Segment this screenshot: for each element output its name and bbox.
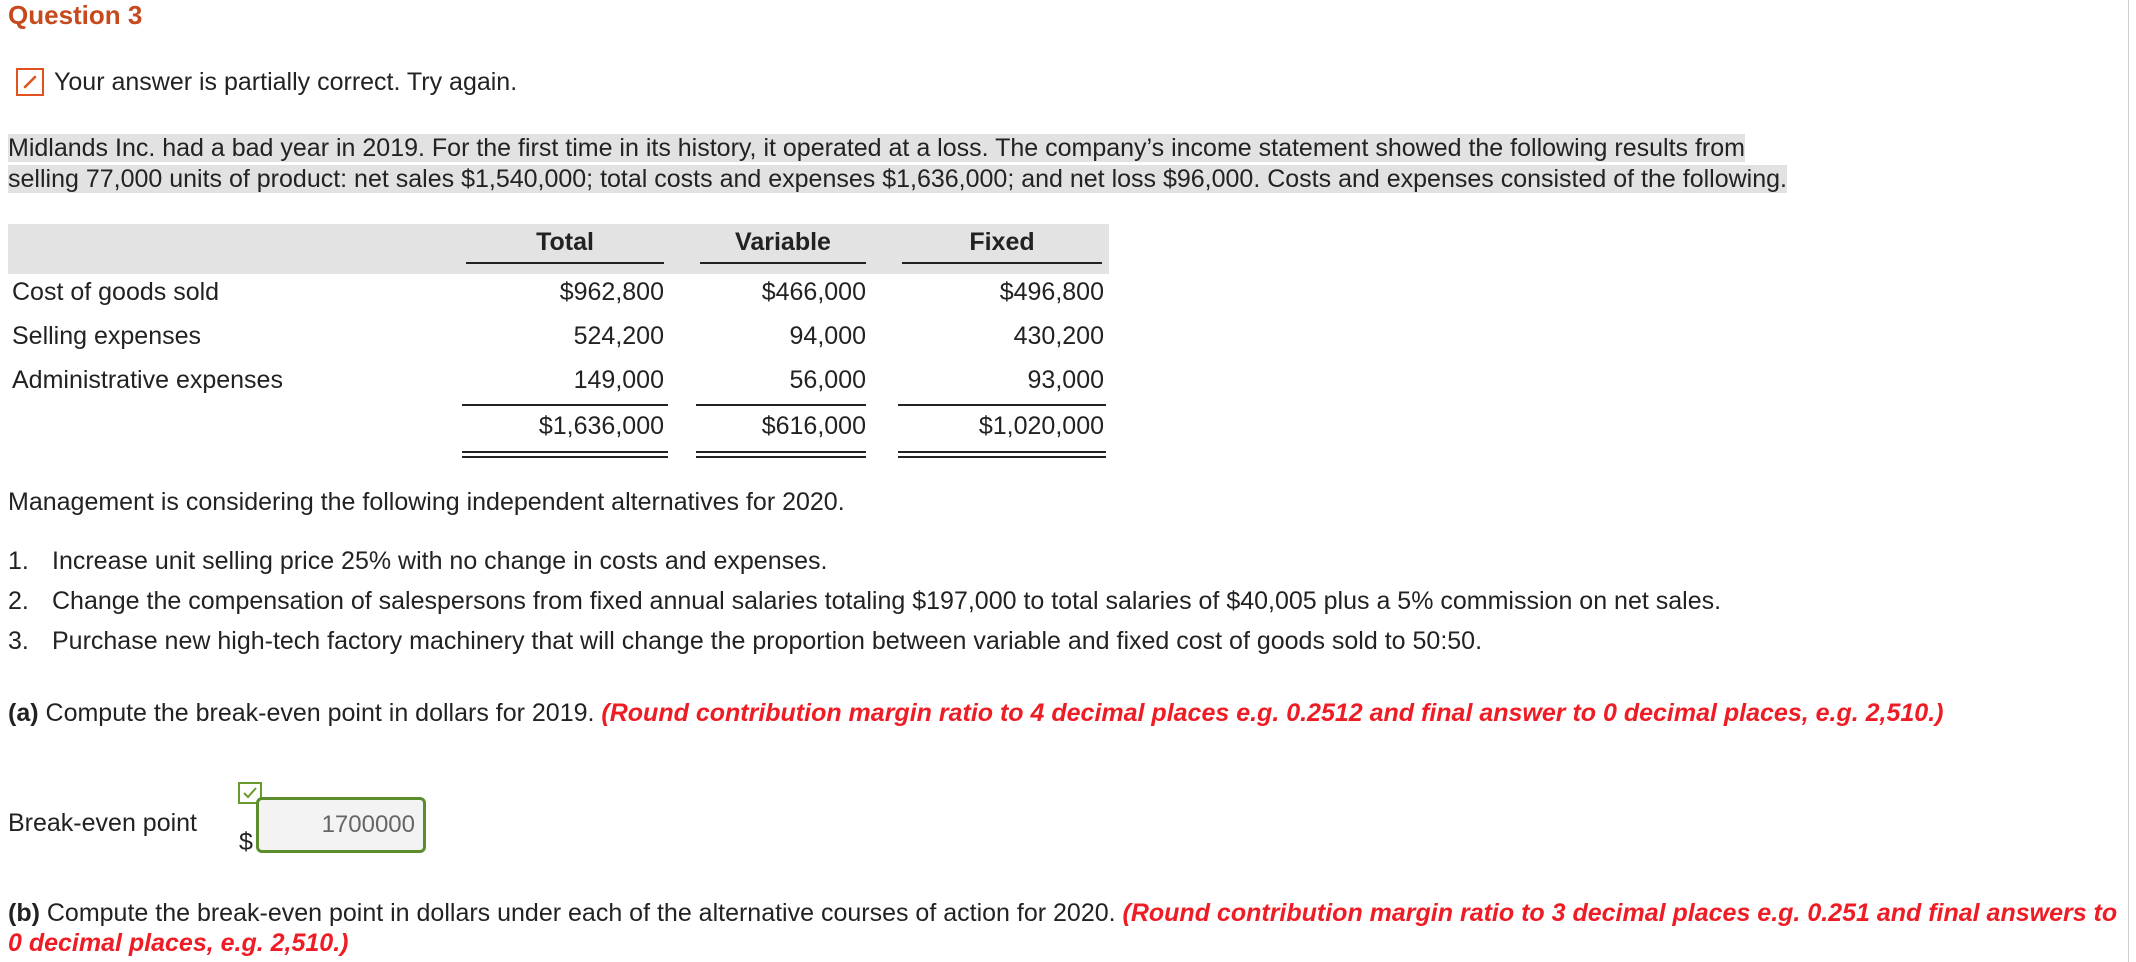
cell-admin-fixed: 93,000 xyxy=(1027,366,1104,394)
cell-admin-total: 149,000 xyxy=(573,366,664,394)
alternative-text: Purchase new high-tech factory machinery that will change the proportion between variable and fixed cost of goods sold to 50:50. xyxy=(52,627,1483,655)
double-rule-bottom xyxy=(462,456,668,458)
row-label-cogs: Cost of goods sold xyxy=(12,278,220,306)
part-b-prompt xyxy=(8,898,2118,958)
question-title: Question 3 xyxy=(8,0,143,30)
double-rule-bottom xyxy=(696,456,866,458)
management-intro: Management is considering the following independent alternatives for 2020. xyxy=(8,488,845,516)
alternative-number: 2. xyxy=(8,587,29,615)
cell-admin-variable: 56,000 xyxy=(789,366,866,394)
header-underline xyxy=(700,262,866,264)
column-header-total: Total xyxy=(536,228,594,256)
problem-statement xyxy=(8,133,1787,195)
column-header-fixed: Fixed xyxy=(969,228,1035,256)
alternative-item xyxy=(8,587,1721,616)
row-label-selling: Selling expenses xyxy=(12,322,202,350)
part-a-text: Compute the break-even point in dollars for 2019. xyxy=(38,699,602,727)
cell-cogs-variable: $466,000 xyxy=(761,278,866,306)
part-a-prompt xyxy=(8,698,2118,728)
break-even-input[interactable] xyxy=(256,797,426,853)
feedback-message: Your answer is partially correct. Try again. xyxy=(54,67,518,96)
double-rule-top xyxy=(462,451,668,453)
double-rule-top xyxy=(696,451,866,453)
double-rule-top xyxy=(898,451,1106,453)
subtotal-rule xyxy=(462,404,668,406)
part-a-instruction: (Round contribution margin ratio to 4 decimal places e.g. 0.2512 and final answer to 0 decimal places, e.g. 2,510.) xyxy=(601,699,1944,727)
problem-line-1: Midlands Inc. had a bad year in 2019. For the first time in its history, it operated at a loss. The company’s income statement showed the following results from xyxy=(8,134,1745,162)
feedback-banner xyxy=(16,66,517,98)
alternative-number: 1. xyxy=(8,547,29,575)
column-header-variable: Variable xyxy=(735,228,831,256)
problem-line-2: selling 77,000 units of product: net sales $1,540,000; total costs and expenses $1,636,000; and net loss $96,000. Costs and expenses consisted of the following. xyxy=(8,165,1787,193)
part-b-label: (b) xyxy=(8,899,40,927)
cell-cogs-total: $962,800 xyxy=(559,278,664,306)
header-underline xyxy=(902,262,1102,264)
cell-variable-total: $616,000 xyxy=(761,412,866,440)
cell-selling-total: 524,200 xyxy=(573,322,664,350)
header-underline xyxy=(466,262,664,264)
subtotal-rule xyxy=(898,404,1106,406)
alternative-item xyxy=(8,547,827,576)
partially-correct-icon xyxy=(16,68,44,96)
row-label-admin: Administrative expenses xyxy=(12,366,283,394)
cell-selling-variable: 94,000 xyxy=(789,322,866,350)
alternative-item xyxy=(8,627,1482,656)
part-a-label: (a) xyxy=(8,699,39,727)
cell-fixed-total: $1,020,000 xyxy=(978,412,1104,440)
double-rule-bottom xyxy=(898,456,1106,458)
alternative-number: 3. xyxy=(8,627,29,655)
alternative-text: Change the compensation of salespersons from fixed annual salaries totaling $197,000 to total salaries of $40,005 plus a 5% commission on net sales. xyxy=(52,587,1722,615)
subtotal-rule xyxy=(696,404,866,406)
page-divider xyxy=(2128,0,2129,962)
part-b-text: Compute the break-even point in dollars under each of the alternative courses of action for 2020. xyxy=(39,899,1123,927)
break-even-label: Break-even point xyxy=(8,809,198,837)
part-b-instruction: (Round contribution margin ratio to 3 decimal places e.g. 0.251 and final answers to 0 decimal places, e.g. 2,510.) xyxy=(8,899,2118,957)
cell-selling-fixed: 430,200 xyxy=(1013,322,1104,350)
cell-grand-total: $1,636,000 xyxy=(538,412,664,440)
cell-cogs-fixed: $496,800 xyxy=(999,278,1104,306)
alternative-text: Increase unit selling price 25% with no change in costs and expenses. xyxy=(52,547,828,575)
currency-symbol: $ xyxy=(239,828,253,856)
